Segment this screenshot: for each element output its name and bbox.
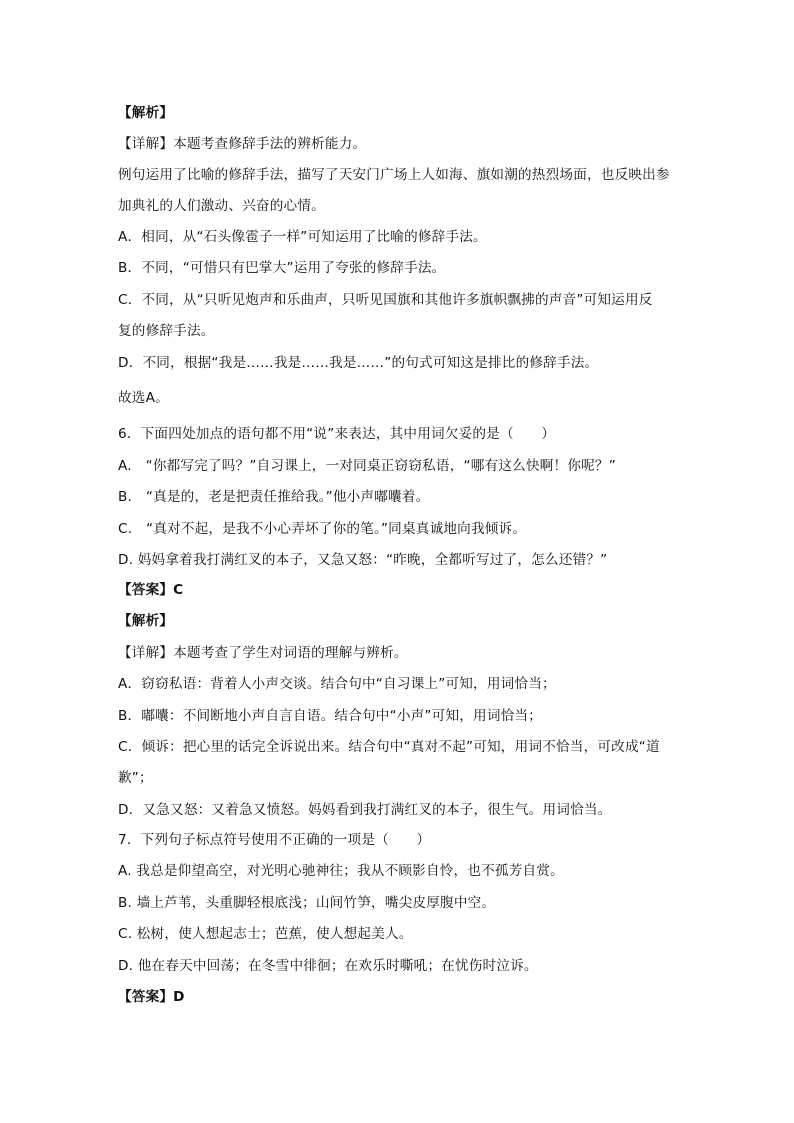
- text-line: 复的修辞手法。: [118, 323, 215, 339]
- text-line: 歉”；: [118, 770, 153, 786]
- question-7: 7．下列句子标点符号使用不正确的一项是（ ）: [118, 832, 431, 848]
- option-line: A．相同，从“石头像雹子一样”可知运用了比喻的修辞手法。: [118, 229, 487, 245]
- option-line: D．又急又怒：又着急又愤怒。妈妈看到我打满红叉的本子，很生气。用词恰当。: [118, 802, 612, 818]
- option-line: D．不同，根据“我是……我是……我是……”的句式可知这是排比的修辞手法。: [118, 355, 599, 371]
- option-line: B. 墙上芦苇，头重脚轻根底浅；山间竹笋，嘴尖皮厚腹中空。: [118, 895, 496, 911]
- option-line: C. 松树，使人想起志士；芭蕉，使人想起美人。: [118, 926, 413, 942]
- question-6: 6．下面四处加点的语句都不用“说”来表达，其中用词欠妥的是（ ）: [118, 426, 556, 442]
- section-heading-analysis: 【解析】: [118, 105, 174, 121]
- option-line: B．嘟囔：不间断地小声自言自语。结合句中“小声”可知，用词恰当；: [118, 708, 543, 724]
- detail-line: 【详解】本题考查了学生对词语的理解与辨析。: [118, 645, 408, 661]
- option-line: D. 妈妈拿着我打满红叉的本子，又急又怒：“昨晚，全都听写过了，怎么还错？”: [118, 552, 608, 568]
- option-line: B. “真是的，老是把责任推给我。”他小声嘟囔着。: [118, 489, 430, 505]
- detail-line: 【详解】本题考查修辞手法的辨析能力。: [118, 136, 367, 152]
- text-line: 加典礼的人们激动、兴奋的心情。: [118, 198, 325, 214]
- option-line: C. “真对不起，是我不小心弄坏了你的笔。”同桌真诚地向我倾诉。: [118, 521, 527, 537]
- option-line: C．倾诉：把心里的话完全诉说出来。结合句中“真对不起”可知，用词不恰当，可改成“道: [118, 739, 660, 755]
- option-line: A. 我总是仰望高空，对光明心驰神往；我从不顾影自怜，也不孤芳自赏。: [118, 863, 564, 879]
- text-line: 例句运用了比喻的修辞手法，描写了天安门广场上人如海、旗如潮的热烈场面，也反映出参: [118, 167, 670, 183]
- conclusion-line: 故选A。: [118, 390, 169, 406]
- section-heading-analysis: 【解析】: [118, 613, 174, 629]
- option-line: A. “你都写完了吗？”自习课上，一对同桌正窃窃私语，“哪有这么快啊！你呢？”: [118, 458, 616, 474]
- answer-line: 【答案】C: [118, 582, 184, 598]
- option-line: A．窃窃私语：背着人小声交谈。结合句中“自习课上”可知，用词恰当；: [118, 676, 556, 692]
- option-line: B．不同，“可惜只有巴掌大”运用了夸张的修辞手法。: [118, 260, 446, 276]
- option-line: C．不同，从“只听见炮声和乐曲声，只听见国旗和其他许多旗帜飘拂的声音”可知运用反: [118, 292, 653, 308]
- answer-line: 【答案】D: [118, 989, 185, 1005]
- option-line: D. 他在春天中回荡；在冬雪中徘徊；在欢乐时嘶吼；在忧伤时泣诉。: [118, 958, 538, 974]
